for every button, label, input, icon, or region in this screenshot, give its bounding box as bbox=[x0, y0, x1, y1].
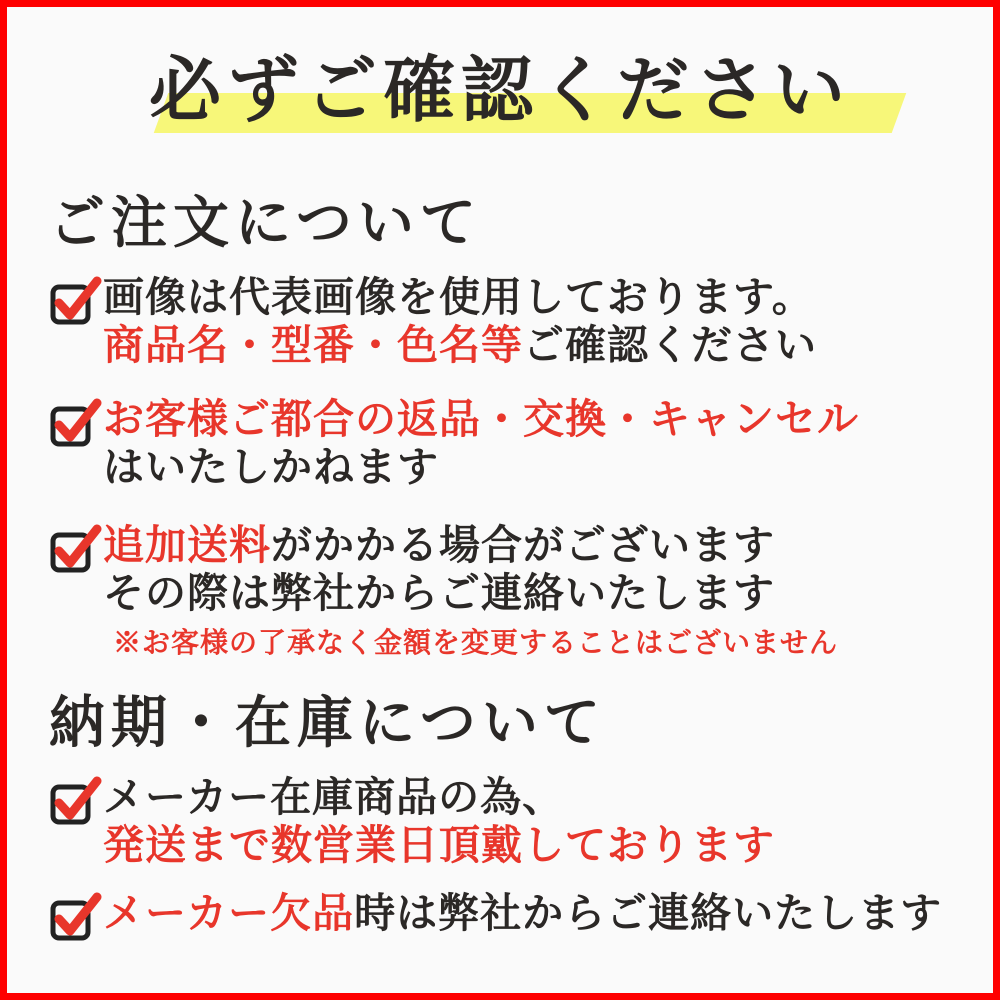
checkbox-check-icon bbox=[49, 775, 103, 827]
item-text bbox=[103, 773, 775, 869]
checkbox-check-icon bbox=[49, 891, 103, 943]
item-line bbox=[103, 321, 817, 369]
item-line bbox=[103, 821, 775, 869]
item-segment: メーカー在庫商品の為、 bbox=[103, 774, 565, 820]
list-item bbox=[49, 889, 951, 943]
checkbox-check-icon bbox=[49, 275, 103, 327]
item-text bbox=[103, 395, 859, 491]
item-segment: 画像は代表画像を使用しております。 bbox=[103, 274, 814, 320]
checkbox-check-icon bbox=[49, 397, 103, 449]
list-item bbox=[49, 521, 951, 661]
page-title: 必ずご確認ください bbox=[148, 51, 851, 131]
list-item bbox=[49, 773, 951, 869]
item-line bbox=[103, 273, 817, 321]
item-text bbox=[103, 273, 817, 369]
item-text bbox=[103, 889, 942, 937]
item-segment: 時は弊社からご連絡いたします bbox=[354, 890, 943, 936]
item-line bbox=[103, 443, 859, 491]
item-segment-emphasis: お客様ご都合の返品・交換・キャンセル bbox=[103, 396, 859, 442]
list-item bbox=[49, 395, 951, 491]
item-segment: その際は弊社からご連絡いたします bbox=[103, 570, 775, 616]
item-segment: ご確認ください bbox=[523, 322, 817, 368]
section-heading-stock: 納期・在庫について bbox=[49, 693, 606, 755]
item-note: ※お客様の了承なく金額を変更することはございません bbox=[113, 628, 839, 659]
item-segment-emphasis: 商品名・型番・色名等 bbox=[103, 322, 523, 368]
item-line bbox=[103, 521, 838, 569]
item-segment: がかかる場合がございます bbox=[271, 522, 775, 568]
item-segment: はいたしかねます bbox=[103, 444, 439, 490]
item-line bbox=[103, 773, 775, 821]
item-line bbox=[103, 395, 859, 443]
item-line bbox=[103, 889, 942, 937]
item-segment-emphasis: メーカー欠品 bbox=[103, 890, 355, 936]
item-segment-emphasis: 追加送料 bbox=[103, 522, 271, 568]
item-line bbox=[103, 569, 838, 617]
list-item bbox=[49, 273, 951, 369]
item-text bbox=[103, 521, 838, 661]
checkbox-check-icon bbox=[49, 523, 103, 575]
item-segment-emphasis: 発送まで数営業日頂戴しております bbox=[103, 822, 775, 868]
page-title-block bbox=[49, 39, 951, 143]
section-heading-orders: ご注文について bbox=[49, 193, 482, 255]
